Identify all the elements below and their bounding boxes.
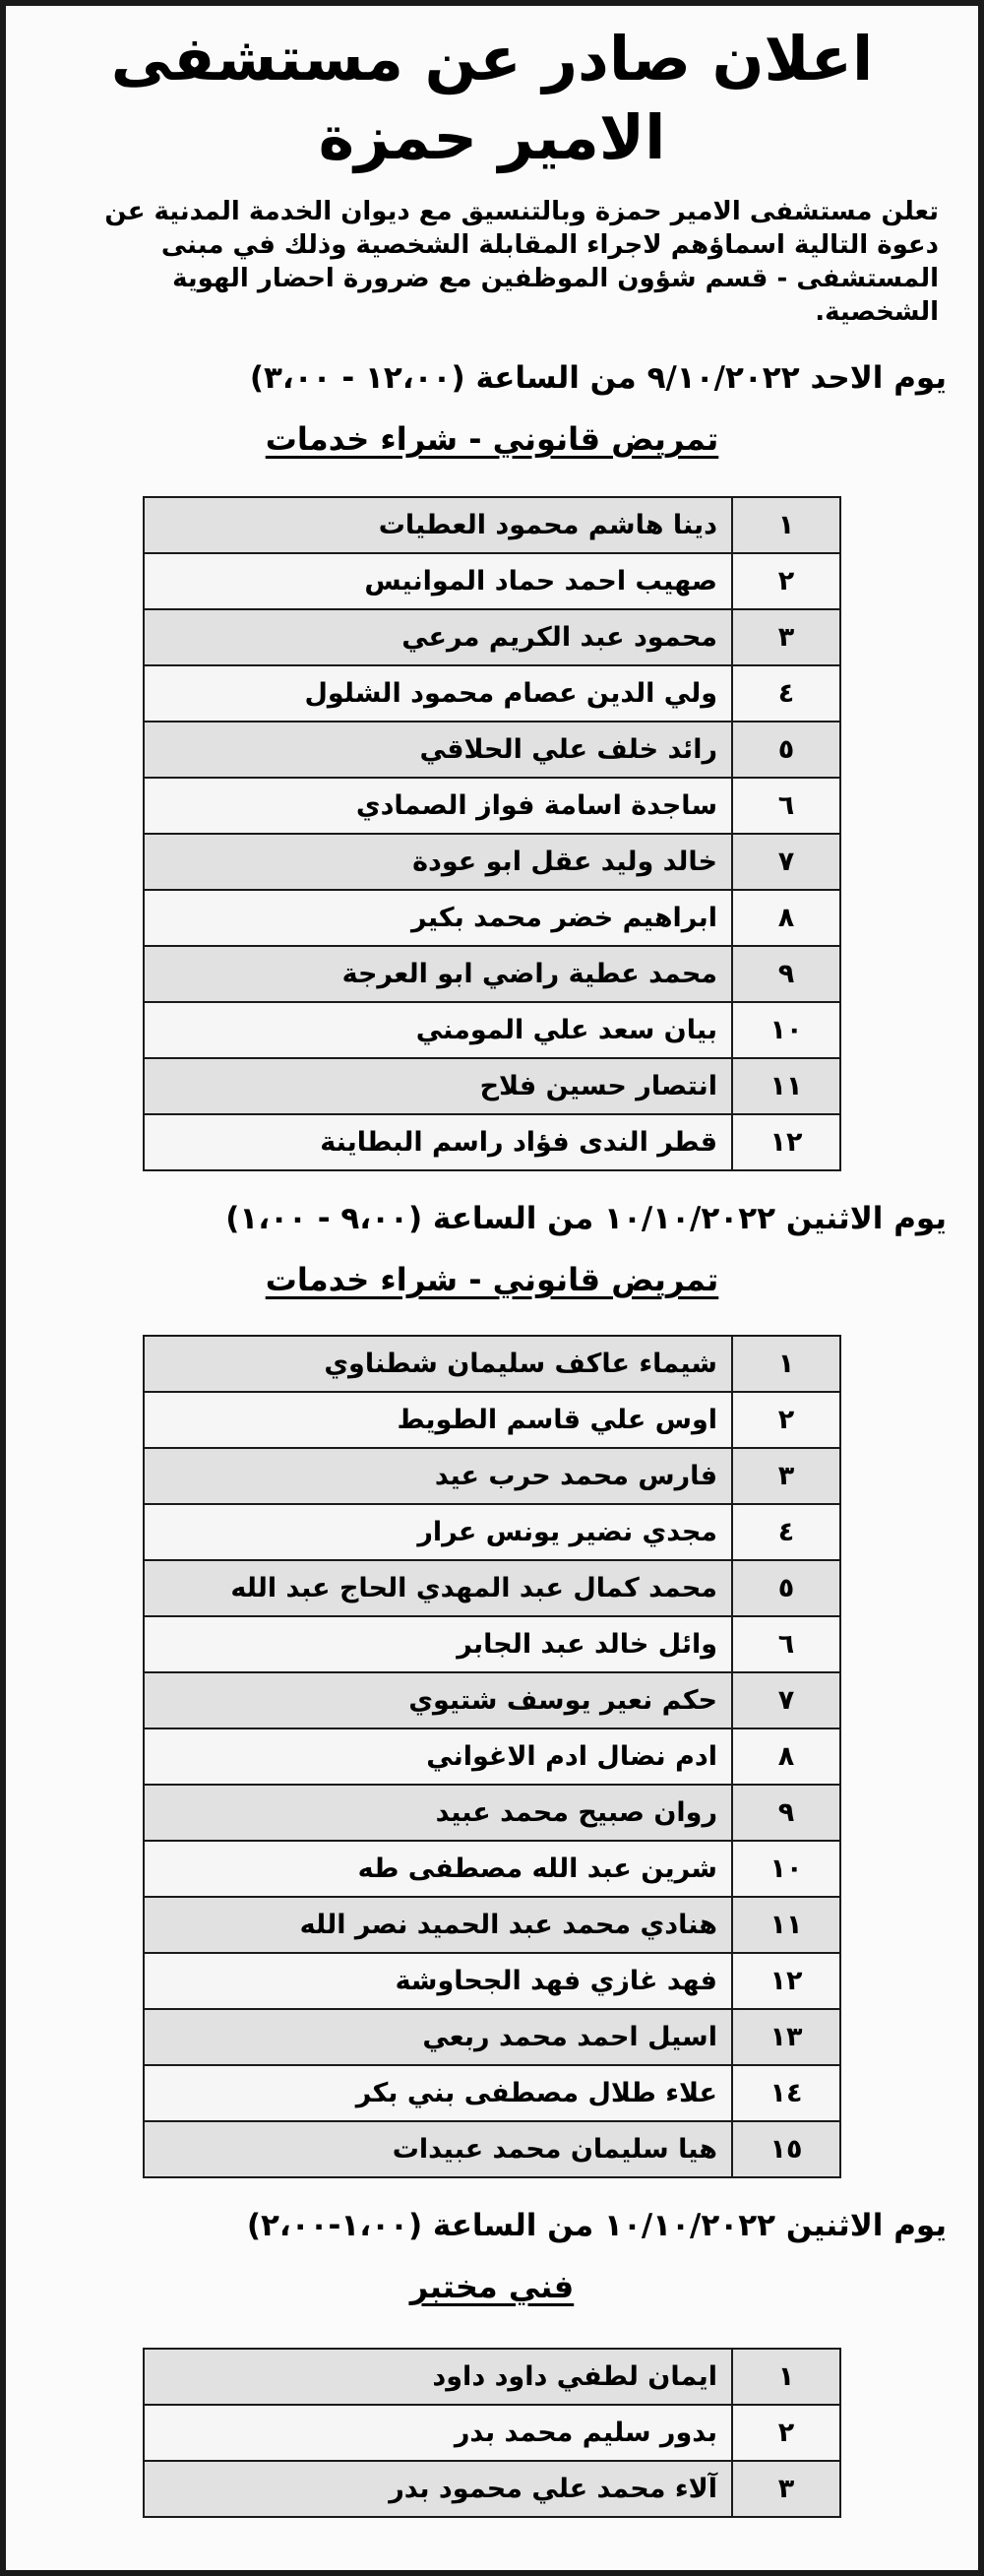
candidate-name: علاء طلال مصطفى بني بكر bbox=[144, 2065, 732, 2121]
section-3-candidates-table bbox=[143, 2348, 841, 2518]
candidate-row bbox=[144, 1002, 840, 1058]
candidate-number: ٧ bbox=[732, 1672, 840, 1728]
candidate-row bbox=[144, 497, 840, 553]
candidate-name: هيا سليمان محمد عبيدات bbox=[144, 2121, 732, 2177]
candidate-number: ١ bbox=[732, 497, 840, 553]
candidate-number: ٤ bbox=[732, 665, 840, 722]
intro-paragraph: تعلن مستشفى الامير حمزة وبالتنسيق مع ديوان الخدمة المدنية عن دعوة التالية اسماؤهم لاجراء المقابلة الشخصية وذلك في مبنى المستشفى - قسم شؤون الموظفين مع ضرورة احضار الهوية الشخصية. bbox=[104, 197, 939, 327]
candidate-row bbox=[144, 1953, 840, 2009]
candidate-row bbox=[144, 1785, 840, 1841]
candidate-name: خالد وليد عقل ابو عودة bbox=[144, 834, 732, 890]
candidate-number: ١٥ bbox=[732, 2121, 840, 2177]
candidate-number: ١ bbox=[732, 2349, 840, 2405]
candidate-name: اسيل احمد محمد ربعي bbox=[144, 2009, 732, 2065]
candidate-name: فارس محمد حرب عيد bbox=[144, 1448, 732, 1504]
candidate-row bbox=[144, 2009, 840, 2065]
candidate-number: ١٢ bbox=[732, 1114, 840, 1170]
candidate-row bbox=[144, 1728, 840, 1785]
candidate-number: ٣ bbox=[732, 2461, 840, 2517]
candidate-row bbox=[144, 1672, 840, 1728]
candidate-row bbox=[144, 1392, 840, 1448]
announcement-title: اعلان صادر عن مستشفى الامير حمزة bbox=[110, 23, 874, 173]
candidate-row bbox=[144, 778, 840, 834]
candidate-number: ١ bbox=[732, 1336, 840, 1392]
candidate-name: مجدي نضير يونس عرار bbox=[144, 1504, 732, 1560]
section-1-candidates-table bbox=[143, 496, 841, 1171]
candidate-number: ٦ bbox=[732, 1616, 840, 1672]
candidate-name: بيان سعد علي المومني bbox=[144, 1002, 732, 1058]
section-2-date-line: يوم الاثنين ١٠/١٠/٢٠٢٢ من الساعة (٩،٠٠ - ١،٠٠) bbox=[225, 1201, 947, 1236]
candidate-number: ٢ bbox=[732, 1392, 840, 1448]
candidate-number: ٢ bbox=[732, 553, 840, 609]
candidate-row bbox=[144, 1616, 840, 1672]
candidate-name: ولي الدين عصام محمود الشلول bbox=[144, 665, 732, 722]
candidate-name: محمد عطية راضي ابو العرجة bbox=[144, 946, 732, 1002]
section-3-date-line: يوم الاثنين ١٠/١٠/٢٠٢٢ من الساعة (١،٠٠-٢،٠٠) bbox=[246, 2208, 947, 2243]
candidate-name: ساجدة اسامة فواز الصمادي bbox=[144, 778, 732, 834]
candidate-name: شرين عبد الله مصطفى طه bbox=[144, 1841, 732, 1897]
candidate-name: وائل خالد عبد الجابر bbox=[144, 1616, 732, 1672]
candidate-row bbox=[144, 2405, 840, 2461]
candidate-name: اوس علي قاسم الطويط bbox=[144, 1392, 732, 1448]
candidate-row bbox=[144, 1114, 840, 1170]
candidate-number: ١١ bbox=[732, 1058, 840, 1114]
candidate-number: ١٠ bbox=[732, 1841, 840, 1897]
candidate-number: ١٤ bbox=[732, 2065, 840, 2121]
candidate-number: ٤ bbox=[732, 1504, 840, 1560]
candidate-row bbox=[144, 2461, 840, 2517]
candidate-name: بدور سليم محمد بدر bbox=[144, 2405, 732, 2461]
candidate-number: ٦ bbox=[732, 778, 840, 834]
candidate-name: روان صبيح محمد عبيد bbox=[144, 1785, 732, 1841]
candidate-row bbox=[144, 834, 840, 890]
candidate-name: حكم نعير يوسف شتيوي bbox=[144, 1672, 732, 1728]
candidate-name: انتصار حسين فلاح bbox=[144, 1058, 732, 1114]
candidate-name: محمد كمال عبد المهدي الحاج عبد الله bbox=[144, 1560, 732, 1616]
candidate-row bbox=[144, 946, 840, 1002]
candidate-number: ٧ bbox=[732, 834, 840, 890]
candidate-name: محمود عبد الكريم مرعي bbox=[144, 609, 732, 665]
candidate-name: فهد غازي فهد الجحاوشة bbox=[144, 1953, 732, 2009]
candidate-row bbox=[144, 609, 840, 665]
candidate-number: ٣ bbox=[732, 1448, 840, 1504]
section-2-candidates-table bbox=[143, 1335, 841, 2178]
candidate-number: ٨ bbox=[732, 890, 840, 946]
section-2-title-text: تمريض قانوني - شراء خدمات bbox=[265, 1261, 719, 1298]
candidate-number: ٩ bbox=[732, 1785, 840, 1841]
candidate-row bbox=[144, 1841, 840, 1897]
candidate-number: ١٣ bbox=[732, 2009, 840, 2065]
section-3-title-text: فني مختبر bbox=[409, 2268, 575, 2305]
candidate-name: آلاء محمد علي محمود بدر bbox=[144, 2461, 732, 2517]
section-3-title bbox=[28, 2265, 956, 2308]
candidate-name: صهيب احمد حماد الموانيس bbox=[144, 553, 732, 609]
candidate-row bbox=[144, 2349, 840, 2405]
candidate-row bbox=[144, 1897, 840, 1953]
candidate-row bbox=[144, 553, 840, 609]
candidate-row bbox=[144, 1058, 840, 1114]
candidate-number: ٨ bbox=[732, 1728, 840, 1785]
candidate-name: شيماء عاكف سليمان شطناوي bbox=[144, 1336, 732, 1392]
section-1-title bbox=[28, 417, 956, 461]
candidate-number: ٥ bbox=[732, 1560, 840, 1616]
candidate-row bbox=[144, 722, 840, 778]
section-2-title bbox=[28, 1258, 956, 1301]
candidate-row bbox=[144, 2121, 840, 2177]
candidate-number: ١٢ bbox=[732, 1953, 840, 2009]
candidate-name: هنادي محمد عبد الحميد نصر الله bbox=[144, 1897, 732, 1953]
candidate-name: ادم نضال ادم الاغواني bbox=[144, 1728, 732, 1785]
candidate-name: قطر الندى فؤاد راسم البطاينة bbox=[144, 1114, 732, 1170]
candidate-row bbox=[144, 1336, 840, 1392]
candidate-number: ٢ bbox=[732, 2405, 840, 2461]
candidate-name: ابراهيم خضر محمد بكير bbox=[144, 890, 732, 946]
candidate-row bbox=[144, 890, 840, 946]
candidate-number: ٩ bbox=[732, 946, 840, 1002]
candidate-name: ايمان لطفي داود داود bbox=[144, 2349, 732, 2405]
section-1-date-line: يوم الاحد ٩/١٠/٢٠٢٢ من الساعة (١٢،٠٠ - ٣،٠٠) bbox=[249, 360, 947, 396]
candidate-row bbox=[144, 1560, 840, 1616]
candidate-number: ١١ bbox=[732, 1897, 840, 1953]
candidate-row bbox=[144, 1504, 840, 1560]
candidate-number: ٣ bbox=[732, 609, 840, 665]
candidate-number: ١٠ bbox=[732, 1002, 840, 1058]
section-1-title-text: تمريض قانوني - شراء خدمات bbox=[265, 420, 719, 458]
candidate-name: دينا هاشم محمود العطيات bbox=[144, 497, 732, 553]
candidate-number: ٥ bbox=[732, 722, 840, 778]
candidate-row bbox=[144, 2065, 840, 2121]
candidate-row bbox=[144, 665, 840, 722]
candidate-name: رائد خلف علي الحلاقي bbox=[144, 722, 732, 778]
candidate-row bbox=[144, 1448, 840, 1504]
